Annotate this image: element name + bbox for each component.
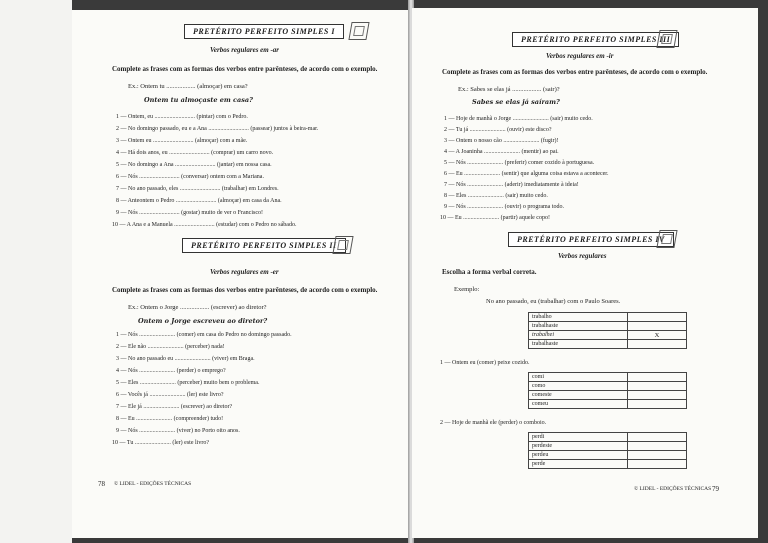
table-row: [529, 442, 687, 451]
section-subtitle-3: Verbos regulares em -ir: [546, 52, 614, 60]
table-row: [529, 331, 687, 340]
option-cell: comeu: [529, 400, 628, 409]
exercise-item: 4 — A Joaninha ........................ (mentir) ao pai.: [444, 149, 559, 155]
option-cell: trabalhei: [529, 331, 628, 340]
mark-cell: [628, 340, 687, 349]
exercise-item: 2 — No domingo passado, eu e a Ana ........................... (passear) juntos à beira-mar.: [116, 126, 319, 132]
exercise-item: 7 — Ele já ........................ (escrever) ao diretor?: [116, 404, 233, 410]
example-question-1: Ex.: Ontem tu .................. (almoçar) em casa?: [128, 83, 248, 90]
section-subtitle-1: Verbos regulares em -ar: [210, 46, 280, 54]
section-subtitle-2: Verbos regulares em -er: [210, 268, 279, 276]
exercise-item: 8 — Anteontem o Pedro ........................... (almoçar) em casa da Ana.: [116, 198, 282, 204]
table-row: [529, 382, 687, 391]
exercise-item: 5 — No domingo a Ana ........................... (jantar) em nossa casa.: [116, 162, 272, 168]
page-number: 79: [712, 485, 719, 493]
table-row: [529, 433, 687, 442]
exercise-item: 10 — Tu ........................ (ler) este livro?: [112, 440, 209, 446]
exercise-item: 9 — Nós ........................ (ouvir) o programa todo.: [444, 204, 564, 210]
exercise-item: 8 — Eu ........................ (compreender) tudo!: [116, 416, 224, 422]
mark-cell: [628, 391, 687, 400]
cube-icon: [656, 230, 677, 248]
option-cell: comeste: [529, 391, 628, 400]
mark-cell: [628, 322, 687, 331]
table-row: [529, 313, 687, 322]
mark-cell: [628, 400, 687, 409]
mark-cell: X: [628, 331, 687, 340]
section-subtitle-4: Verbos regulares: [558, 252, 607, 260]
example-answer-1: Ontem tu almoçaste em casa?: [144, 96, 253, 104]
example-label: Exemplo:: [454, 286, 480, 293]
exercise-item: 10 — Eu ........................ (partir) aquele copo!: [440, 215, 550, 221]
mark-cell: [628, 313, 687, 322]
table-row: [529, 340, 687, 349]
exercise-item: 6 — Eu ........................ (sentir) que alguma coisa estava a acontecer.: [444, 171, 609, 177]
table-row: [529, 460, 687, 469]
section-title-2: PRETÉRITO PERFEITO SIMPLES II: [182, 238, 346, 253]
mark-cell: [628, 451, 687, 460]
instruction-3: Complete as frases com as formas dos verbos entre parênteses, de acordo com o exemplo.: [442, 68, 708, 76]
exercise-item: 9 — Nós ........................... (gostar) muito de ver o Francisco!: [116, 210, 263, 216]
mark-cell: [628, 373, 687, 382]
example-answer-3: Sabes se elas já saíram?: [472, 98, 560, 106]
exercise-item: 1 — Hoje de manhã o Jorge ........................ (sair) muito cedo.: [444, 116, 593, 122]
publisher-credit: © LIDEL - EDIÇÕES TÉCNICAS: [114, 481, 192, 487]
exercise-item: 7 — No ano passado, eles ........................... (trabalhar) em Londres.: [116, 186, 279, 192]
mark-cell: [628, 382, 687, 391]
table-row: [529, 373, 687, 382]
option-cell: trabalho: [529, 313, 628, 322]
exercise-item: 3 — Ontem eu ........................... (almoçar) com a mãe.: [116, 138, 248, 144]
q1-options-table: [528, 372, 687, 409]
exercise-item: 3 — Ontem o nosso cão ........................ (fugir)!: [444, 138, 559, 144]
exercise-item: 6 — Vocês já ........................ (ler) este livro?: [116, 392, 224, 398]
example-sentence: No ano passado, eu (trabalhar) com o Paulo Soares.: [486, 298, 621, 305]
option-cell: perdeu: [529, 451, 628, 460]
exercise-item: 4 — Há dois anos, eu ........................... (comprar) um carro novo.: [116, 150, 274, 156]
example-question-3: Ex.: Sabes se elas já .................. (sair)?: [458, 86, 560, 93]
exercise-item: 2 — Ele não ........................ (perceber) nada!: [116, 344, 225, 350]
table-row: [529, 400, 687, 409]
mark-cell: [628, 442, 687, 451]
right-page: [412, 8, 758, 538]
exercise-item: 2 — Tu já ........................ (ouvir) este disco?: [444, 127, 552, 133]
instruction-2: Complete as frases com as formas dos verbos entre parênteses, de acordo com o exemplo.: [112, 286, 378, 294]
option-cell: trabalhaste: [529, 322, 628, 331]
page-number: 78: [98, 480, 105, 488]
table-row: [529, 451, 687, 460]
exercise-item: 8 — Eles ........................ (sair) muito cedo.: [444, 193, 548, 199]
question-2: 2 — Hoje de manhã ele (perder) o comboio.: [440, 420, 547, 426]
example-options-table: [528, 312, 687, 349]
exercise-item: 7 — Nós ........................ (aderir) imediatamente à ideia!: [444, 182, 579, 188]
publisher-credit: © LIDEL - EDIÇÕES TÉCNICAS: [634, 486, 712, 492]
exercise-item: 10 — A Ana e a Manuela ........................... (estudar) com o Pedro no sábado.: [112, 222, 297, 228]
exercise-item: 4 — Nós ........................ (perder) o emprego?: [116, 368, 226, 374]
table-row: [529, 322, 687, 331]
section-title-4: PRETÉRITO PERFEITO SIMPLES IV: [508, 232, 674, 247]
scan-margin: [0, 0, 72, 543]
cube-icon: [348, 22, 369, 40]
instruction-1: Complete as frases com as formas dos verbos entre parênteses, de acordo com o exemplo.: [112, 65, 378, 73]
cube-icon: [656, 30, 677, 48]
exercise-item: 1 — Nós ........................ (comer) em casa do Pedro no domingo passado.: [116, 332, 292, 338]
question-1: 1 — Ontem eu (comer) peixe cozido.: [440, 360, 530, 366]
mark-cell: [628, 460, 687, 469]
mark-cell: [628, 433, 687, 442]
option-cell: como: [529, 382, 628, 391]
exercise-item: 5 — Eles ........................ (perceber) muito bem o problema.: [116, 380, 260, 386]
cube-icon: [332, 236, 353, 254]
exercise-item: 9 — Nós ........................ (viver) no Porto oito anos.: [116, 428, 240, 434]
option-cell: comi: [529, 373, 628, 382]
table-row: [529, 391, 687, 400]
exercise-item: 5 — Nós ........................ (preferir) comer cozido à portuguesa.: [444, 160, 595, 166]
section-title-3: PRETÉRITO PERFEITO SIMPLES III: [512, 32, 679, 47]
exercise-item: 6 — Nós ........................... (conversar) ontem com a Mariana.: [116, 174, 264, 180]
instruction-4: Escolha a forma verbal correta.: [442, 268, 537, 276]
exercise-item: 1 — Ontem, eu ........................... (pintar) com o Pedro.: [116, 114, 248, 120]
option-cell: trabalhaste: [529, 340, 628, 349]
option-cell: perde: [529, 460, 628, 469]
q2-options-table: [528, 432, 687, 469]
option-cell: perdeste: [529, 442, 628, 451]
example-question-2: Ex.: Ontem o Jorge .................. (escrever) ao diretor?: [128, 304, 267, 311]
left-page: [72, 10, 410, 538]
example-answer-2: Ontem o Jorge escreveu ao diretor?: [138, 317, 268, 325]
option-cell: perdi: [529, 433, 628, 442]
exercise-item: 3 — No ano passado eu ........................ (viver) em Braga.: [116, 356, 255, 362]
section-title-1: PRETÉRITO PERFEITO SIMPLES I: [184, 24, 344, 39]
